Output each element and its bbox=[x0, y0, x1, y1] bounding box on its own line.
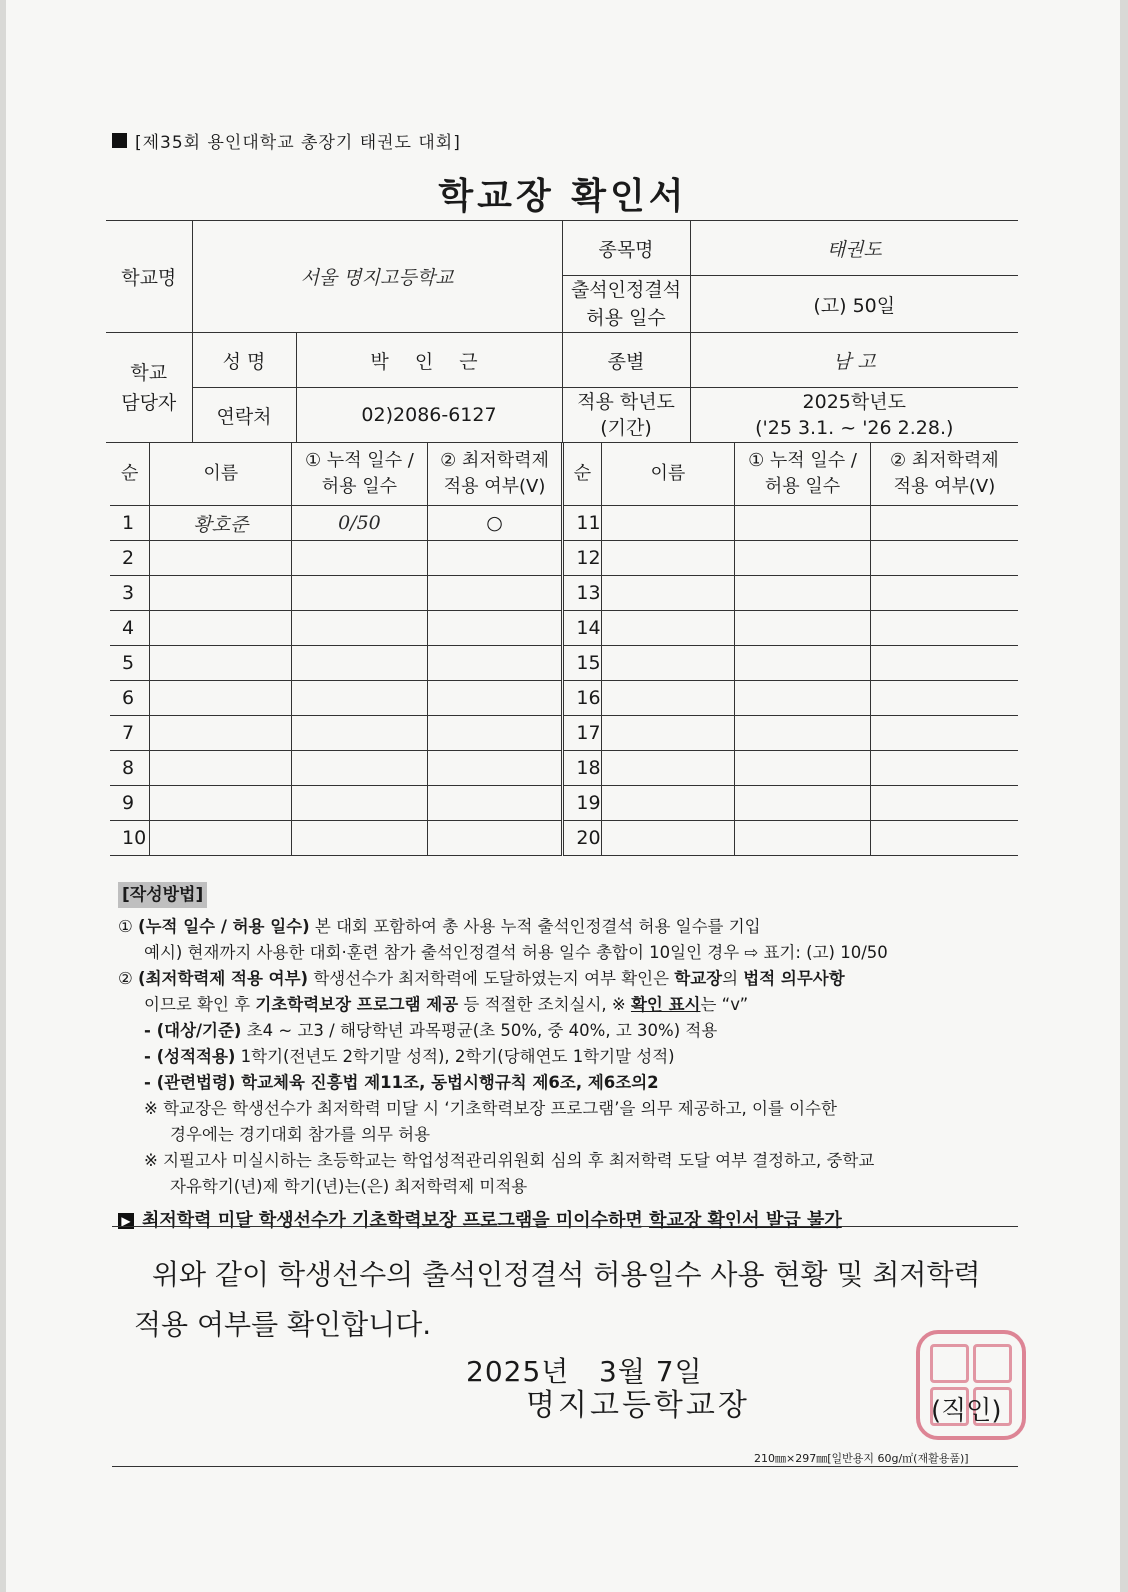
school-info-table bbox=[106, 220, 1018, 443]
header-no-2: 순 bbox=[563, 443, 601, 506]
instruction-2-cont: 이므로 확인 후 기초학력보장 프로그램 제공 등 적절한 조치실시, ※ 확인 표시는 “v” bbox=[144, 995, 749, 1014]
instruction-1-example: 예시) 현재까지 사용한 대회·훈련 참가 출석인정결석 허용 일수 총합이 10일인 경우 ⇨ 표기: (고) 10/50 bbox=[144, 943, 888, 962]
confirmation-statement: 위와 같이 학생선수의 출석인정결석 허용일수 사용 현황 및 최저학력 적용 여부를 확인합니다. bbox=[134, 1258, 981, 1341]
header-name: 이름 bbox=[150, 443, 292, 506]
row-min-achievement bbox=[427, 716, 563, 751]
divider-bottom bbox=[112, 1466, 1018, 1467]
row-name-2 bbox=[601, 576, 735, 611]
row-min-achievement-2 bbox=[870, 506, 1018, 541]
row-name-2 bbox=[601, 821, 735, 856]
row-no: 10 bbox=[110, 821, 150, 856]
table-row bbox=[110, 821, 1018, 856]
table-row bbox=[110, 646, 1018, 681]
table-row bbox=[110, 576, 1018, 611]
paper-spec-footer: 210㎜×297㎜[일반용지 60g/㎡(재활용품)] bbox=[754, 1452, 969, 1465]
row-no-2: 18 bbox=[563, 751, 601, 786]
row-days: 0/50 bbox=[292, 506, 428, 541]
row-min-achievement bbox=[427, 576, 563, 611]
row-no-2: 17 bbox=[563, 716, 601, 751]
row-min-achievement bbox=[427, 821, 563, 856]
row-min-achievement bbox=[427, 611, 563, 646]
row-min-achievement-2 bbox=[870, 646, 1018, 681]
row-no-2: 20 bbox=[563, 821, 601, 856]
row-name bbox=[150, 751, 292, 786]
header-min-achievement: ② 최저학력제 적용 여부(V) bbox=[427, 443, 563, 506]
row-days-2 bbox=[735, 646, 871, 681]
bullet-target: - (대상/기준) 초4 ~ 고3 / 해당학년 과목평균(초 50%, 중 40%, 고 30%) 적용 bbox=[144, 1021, 718, 1040]
row-min-achievement-2 bbox=[870, 611, 1018, 646]
row-name bbox=[150, 576, 292, 611]
event-title: [제35회 용인대학교 총장기 태권도 대회] bbox=[135, 133, 461, 153]
absence-days-value: (고) 50일 bbox=[690, 276, 1018, 333]
event-heading bbox=[112, 128, 461, 153]
row-days-2 bbox=[735, 821, 871, 856]
table-row bbox=[110, 611, 1018, 646]
row-no: 1 bbox=[110, 506, 150, 541]
row-name bbox=[150, 716, 292, 751]
row-days-2 bbox=[735, 716, 871, 751]
row-days-2 bbox=[735, 541, 871, 576]
row-name bbox=[150, 541, 292, 576]
header-no: 순 bbox=[110, 443, 150, 506]
row-min-achievement-2 bbox=[870, 821, 1018, 856]
row-no: 4 bbox=[110, 611, 150, 646]
row-min-achievement-2 bbox=[870, 681, 1018, 716]
absence-days-label: 출석인정결석 허용 일수 bbox=[562, 276, 690, 333]
row-name bbox=[150, 821, 292, 856]
row-days bbox=[292, 786, 428, 821]
row-days bbox=[292, 611, 428, 646]
row-min-achievement-2 bbox=[870, 716, 1018, 751]
student-roster-table bbox=[110, 442, 1018, 856]
row-name bbox=[150, 646, 292, 681]
sport-label: 종목명 bbox=[562, 221, 690, 276]
row-days bbox=[292, 681, 428, 716]
row-days-2 bbox=[735, 786, 871, 821]
instructions-section bbox=[118, 882, 1018, 1234]
school-name-value: 서울 명지고등학교 bbox=[192, 221, 562, 333]
header-days: ① 누적 일수 / 허용 일수 bbox=[292, 443, 428, 506]
year-value: 2025학년도 ('25 3.1. ~ '26 2.28.) bbox=[690, 388, 1018, 443]
contact-person-label: 학교 담당자 bbox=[106, 333, 192, 443]
note-1-cont: 경우에는 경기대회 참가를 의무 허용 bbox=[170, 1125, 431, 1144]
row-no-2: 11 bbox=[563, 506, 601, 541]
table-row bbox=[110, 681, 1018, 716]
row-name-2 bbox=[601, 506, 735, 541]
row-no: 9 bbox=[110, 786, 150, 821]
header-days-2: ① 누적 일수 / 허용 일수 bbox=[735, 443, 871, 506]
row-no-2: 15 bbox=[563, 646, 601, 681]
bullet-law: - (관련법령) 학교체육 진흥법 제11조, 동법시행규칙 제6조, 제6조의2 bbox=[144, 1073, 659, 1092]
row-min-achievement-2 bbox=[870, 786, 1018, 821]
document-page bbox=[6, 0, 1120, 1592]
row-days-2 bbox=[735, 611, 871, 646]
row-min-achievement-2 bbox=[870, 751, 1018, 786]
row-name-2 bbox=[601, 716, 735, 751]
principal-name: 명지고등학교장 bbox=[526, 1388, 750, 1423]
document-title: 학교장 확인서 bbox=[438, 176, 688, 217]
row-name bbox=[150, 611, 292, 646]
row-days bbox=[292, 751, 428, 786]
arrow-right-icon: ▶ bbox=[118, 1213, 134, 1229]
category-label: 종별 bbox=[562, 333, 690, 388]
row-days bbox=[292, 646, 428, 681]
row-days-2 bbox=[735, 506, 871, 541]
row-min-achievement bbox=[427, 681, 563, 716]
divider-top bbox=[112, 1226, 1018, 1227]
instruction-2: ② (최저학력제 적용 여부) 학생선수가 최저학력에 도달하였는지 여부 확인은 학교장의 법적 의무사항 bbox=[118, 969, 845, 988]
phone-label: 연락처 bbox=[192, 388, 296, 443]
row-days bbox=[292, 821, 428, 856]
name-label: 성 명 bbox=[192, 333, 296, 388]
row-min-achievement bbox=[427, 786, 563, 821]
row-min-achievement bbox=[427, 751, 563, 786]
table-row bbox=[110, 716, 1018, 751]
row-no-2: 12 bbox=[563, 541, 601, 576]
note-1: ※ 학교장은 학생선수가 최저학력 미달 시 ‘기초학력보장 프로그램’을 의무 제공하고, 이를 이수한 bbox=[144, 1099, 837, 1118]
row-days bbox=[292, 716, 428, 751]
school-name-label: 학교명 bbox=[106, 221, 192, 333]
row-days-2 bbox=[735, 681, 871, 716]
row-min-achievement bbox=[427, 541, 563, 576]
row-name-2 bbox=[601, 646, 735, 681]
instruction-1: ① (누적 일수 / 허용 일수) 본 대회 포함하여 총 사용 누적 출석인정결석 허용 일수를 기입 bbox=[118, 917, 761, 936]
row-name-2 bbox=[601, 751, 735, 786]
row-name bbox=[150, 681, 292, 716]
year-label: 적용 학년도 (기간) bbox=[562, 388, 690, 443]
table-row bbox=[110, 506, 1018, 541]
table-row bbox=[110, 541, 1018, 576]
row-no: 2 bbox=[110, 541, 150, 576]
row-no-2: 14 bbox=[563, 611, 601, 646]
contact-name-value: 박 인 근 bbox=[296, 333, 562, 388]
header-min-achievement-2: ② 최저학력제 적용 여부(V) bbox=[870, 443, 1018, 506]
row-no: 7 bbox=[110, 716, 150, 751]
row-name-2 bbox=[601, 786, 735, 821]
row-no-2: 19 bbox=[563, 786, 601, 821]
category-value: 남 고 bbox=[690, 333, 1018, 388]
row-days bbox=[292, 541, 428, 576]
note-2: ※ 지필고사 미실시하는 초등학교는 학업성적관리위원회 심의 후 최저학력 도달 여부 결정하고, 중학교 bbox=[144, 1151, 875, 1170]
row-min-achievement bbox=[427, 646, 563, 681]
row-name-2 bbox=[601, 611, 735, 646]
final-warning: ▶ 최저학력 미달 학생선수가 기초학력보장 프로그램을 미이수하면 학교장 확인서 발급 불가 bbox=[118, 1208, 1018, 1234]
seal-label: (직인) bbox=[931, 1396, 1002, 1426]
bullet-grades: - (성적적용) 1학기(전년도 2학기말 성적), 2학기(당해연도 1학기말 성적) bbox=[144, 1047, 675, 1066]
square-bullet-icon bbox=[112, 133, 127, 148]
row-name-2 bbox=[601, 681, 735, 716]
row-days-2 bbox=[735, 751, 871, 786]
header-name-2: 이름 bbox=[601, 443, 735, 506]
row-days-2 bbox=[735, 576, 871, 611]
sport-value: 태권도 bbox=[690, 221, 1018, 276]
note-2-cont: 자유학기(년)제 학기(년)는(은) 최저학력제 미적용 bbox=[170, 1177, 528, 1196]
row-no-2: 13 bbox=[563, 576, 601, 611]
row-name-2 bbox=[601, 541, 735, 576]
row-no: 5 bbox=[110, 646, 150, 681]
table-row bbox=[110, 751, 1018, 786]
row-no-2: 16 bbox=[563, 681, 601, 716]
row-min-achievement-2 bbox=[870, 576, 1018, 611]
row-min-achievement: ○ bbox=[427, 506, 563, 541]
row-min-achievement-2 bbox=[870, 541, 1018, 576]
instructions-header: [작성방법] bbox=[118, 882, 207, 908]
row-no: 8 bbox=[110, 751, 150, 786]
row-name: 황호준 bbox=[150, 506, 292, 541]
row-name bbox=[150, 786, 292, 821]
row-no: 6 bbox=[110, 681, 150, 716]
phone-value: 02)2086-6127 bbox=[296, 388, 562, 443]
row-days bbox=[292, 576, 428, 611]
issue-date: 2025년 3월 7일 bbox=[466, 1355, 703, 1388]
table-row bbox=[110, 786, 1018, 821]
row-no: 3 bbox=[110, 576, 150, 611]
